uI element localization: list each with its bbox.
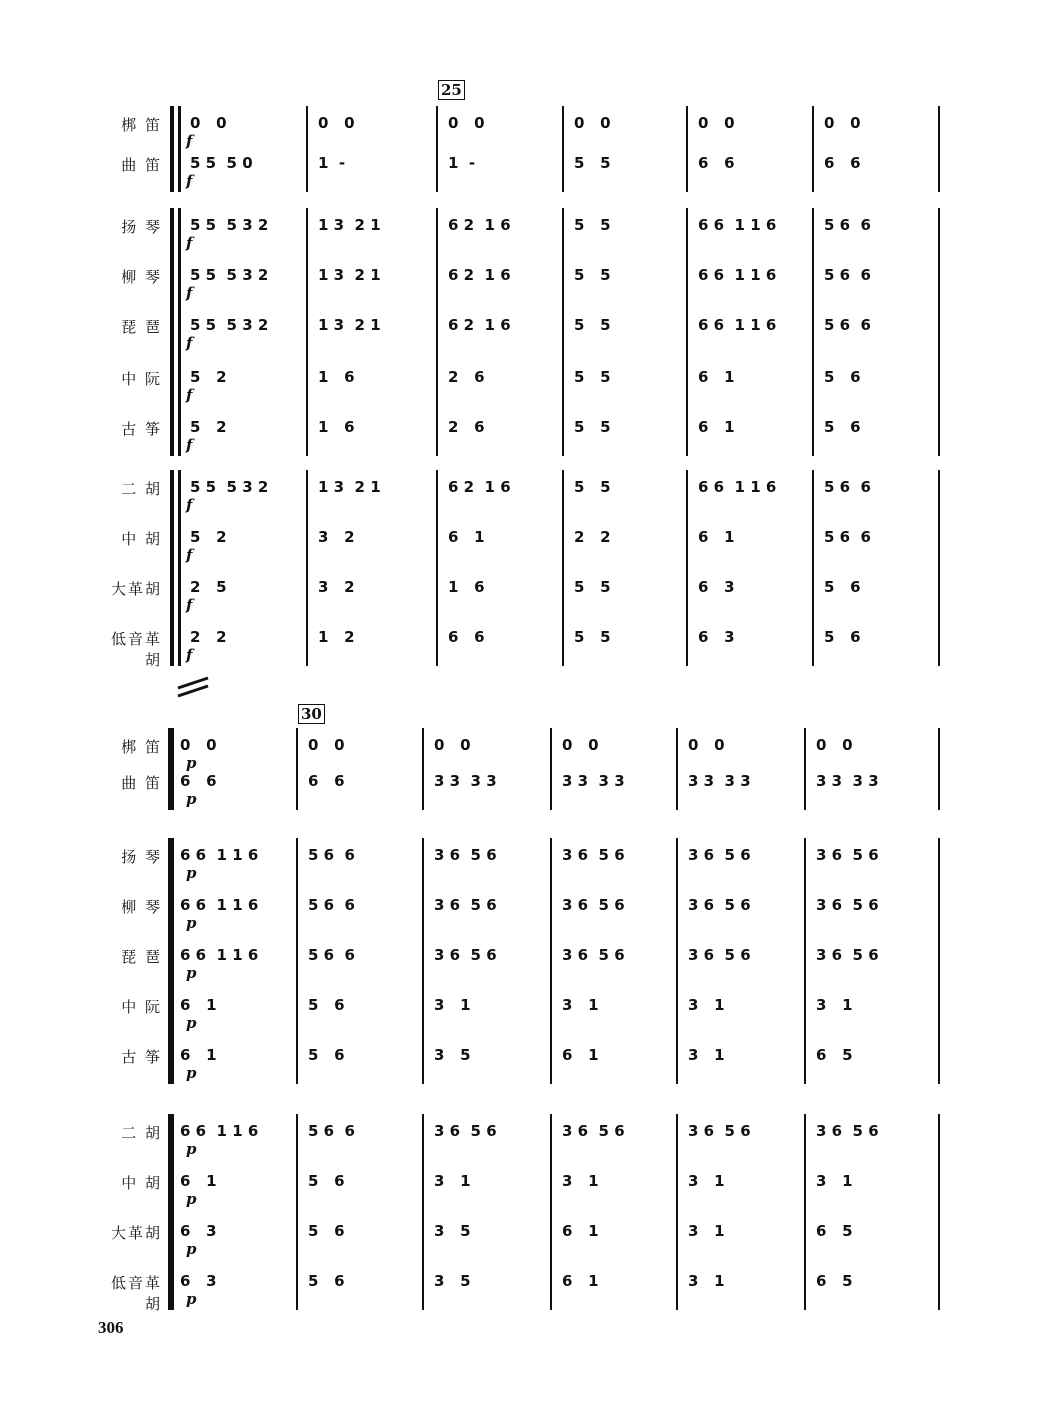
barline [562,106,564,192]
measure-notes: 5 6 [308,1222,345,1240]
measure-notes: 0 0 [434,736,471,754]
measure-notes: 6 6 1 1 6 [180,946,259,964]
measure-notes: 3 2 [318,578,355,596]
barline [306,208,308,456]
instrument-name: 中 胡 [121,1174,162,1192]
dynamic-marking: p [186,790,197,808]
instrument-name: 中 胡 [121,530,162,548]
dynamic-marking: f [186,386,193,404]
measure-notes: 6 1 [562,1046,599,1064]
dynamic-marking: p [186,1014,197,1032]
measure-notes: 1 3 2 1 [318,216,381,234]
barline [436,470,438,666]
barline [804,838,806,1084]
instrument-name: 大革胡 [110,1224,162,1242]
instrument-name: 柳 琴 [121,898,162,916]
barline [436,208,438,456]
barline [550,728,552,810]
measure-notes: 6 1 [562,1272,599,1290]
measure-notes: 3 5 [434,1222,471,1240]
barline [804,728,806,810]
measure-notes: 5 6 6 [824,316,871,334]
barline [178,208,181,456]
barline [812,106,814,192]
barline [422,838,424,1084]
measure-notes: 6 6 1 1 6 [180,846,259,864]
instrument-name: 琵 琶 [121,318,162,336]
measure-notes: 3 6 5 6 [434,896,497,914]
instrument-name: 古 筝 [121,420,162,438]
barline [938,470,940,666]
instrument-name: 曲 笛 [121,156,162,174]
measure-notes: 5 5 5 3 2 [190,216,269,234]
instrument-name: 大革胡 [110,580,162,598]
measure-notes: 3 1 [688,1222,725,1240]
rehearsal-mark-30: 30 [298,704,325,724]
rehearsal-mark-25: 25 [438,80,465,100]
barline [178,470,181,666]
instrument-name: 二 胡 [121,480,162,498]
barline [804,1114,806,1310]
measure-notes: 6 1 [180,1046,217,1064]
barline [938,838,940,1084]
group-bracket [170,728,174,810]
measure-notes: 3 1 [688,996,725,1014]
barline [676,728,678,810]
dynamic-marking: f [186,284,193,302]
measure-notes: 5 5 [574,216,611,234]
measure-notes: 6 6 [698,154,735,172]
measure-notes: 6 2 1 6 [448,266,511,284]
barline [938,106,940,192]
measure-notes: 6 6 1 1 6 [698,316,777,334]
barline [296,728,298,810]
measure-notes: 5 2 [190,418,227,436]
dynamic-marking: f [186,496,193,514]
measure-notes: 6 6 [180,772,217,790]
measure-notes: 5 5 [574,418,611,436]
dynamic-marking: p [186,1240,197,1258]
measure-notes: 0 0 [816,736,853,754]
measure-notes: 5 6 [824,368,861,386]
measure-notes: 3 1 [562,996,599,1014]
measure-notes: 6 6 1 1 6 [180,1122,259,1140]
measure-notes: 3 6 5 6 [562,846,625,864]
measure-notes: 5 5 5 0 [190,154,253,172]
dynamic-marking: f [186,646,193,664]
measure-notes: 5 6 [824,628,861,646]
measure-notes: 5 6 [308,1046,345,1064]
barline [562,208,564,456]
dynamic-marking: f [186,436,193,454]
measure-notes: 5 6 6 [308,896,355,914]
measure-notes: 0 0 [688,736,725,754]
measure-notes: 3 3 3 3 [816,772,879,790]
measure-notes: 5 6 [308,1272,345,1290]
barline [686,470,688,666]
barline [422,1114,424,1310]
measure-notes: 0 0 [318,114,355,132]
measure-notes: 1 3 2 1 [318,316,381,334]
measure-notes: 6 1 [698,418,735,436]
measure-notes: 1 2 [318,628,355,646]
measure-notes: 2 2 [190,628,227,646]
measure-notes: 1 - [318,154,346,172]
measure-notes: 6 2 1 6 [448,316,511,334]
barline [296,1114,298,1310]
instrument-name: 古 筝 [121,1048,162,1066]
measure-notes: 3 1 [816,1172,853,1190]
measure-notes: 1 3 2 1 [318,266,381,284]
measure-notes: 6 1 [448,528,485,546]
measure-notes: 0 0 [448,114,485,132]
measure-notes: 0 0 [698,114,735,132]
barline [938,208,940,456]
measure-notes: 3 6 5 6 [562,1122,625,1140]
measure-notes: 1 6 [318,418,355,436]
measure-notes: 0 0 [824,114,861,132]
measure-notes: 3 6 5 6 [816,946,879,964]
measure-notes: 3 6 5 6 [434,1122,497,1140]
dynamic-marking: f [186,132,193,150]
measure-notes: 3 1 [434,1172,471,1190]
measure-notes: 5 6 [308,996,345,1014]
measure-notes: 6 5 [816,1222,853,1240]
measure-notes: 6 5 [816,1272,853,1290]
measure-notes: 3 6 5 6 [816,1122,879,1140]
dynamic-marking: p [186,1190,197,1208]
barline [550,838,552,1084]
measure-notes: 3 6 5 6 [688,846,751,864]
measure-notes: 0 0 [190,114,227,132]
measure-notes: 5 6 [824,578,861,596]
measure-notes: 1 6 [448,578,485,596]
measure-notes: 6 1 [698,528,735,546]
measure-notes: 1 6 [318,368,355,386]
measure-notes: 5 6 6 [824,266,871,284]
barline [812,470,814,666]
dynamic-marking: f [186,172,193,190]
instrument-name: 梆 笛 [121,738,162,756]
dynamic-marking: f [186,546,193,564]
measure-notes: 5 6 [824,418,861,436]
measure-notes: 5 5 [574,478,611,496]
instrument-name: 梆 笛 [121,116,162,134]
measure-notes: 6 3 [180,1272,217,1290]
instrument-name: 柳 琴 [121,268,162,286]
dynamic-marking: f [186,334,193,352]
barline [436,106,438,192]
measure-notes: 6 2 1 6 [448,478,511,496]
measure-notes: 6 6 1 1 6 [698,216,777,234]
measure-notes: 2 2 [574,528,611,546]
instrument-name: 扬 琴 [121,848,162,866]
dynamic-marking: p [186,964,197,982]
barline [938,1114,940,1310]
barline [676,838,678,1084]
measure-notes: 3 1 [688,1172,725,1190]
measure-notes: 3 6 5 6 [688,1122,751,1140]
measure-notes: 5 6 6 [824,528,871,546]
barline [812,208,814,456]
measure-notes: 3 2 [318,528,355,546]
measure-notes: 2 5 [190,578,227,596]
measure-notes: 6 2 1 6 [448,216,511,234]
measure-notes: 6 6 1 1 6 [698,266,777,284]
measure-notes: 3 6 5 6 [434,946,497,964]
barline [296,838,298,1084]
measure-notes: 3 1 [816,996,853,1014]
page-number: 306 [98,1318,124,1337]
measure-notes: 3 3 3 3 [434,772,497,790]
measure-notes: 5 6 [308,1172,345,1190]
measure-notes: 3 6 5 6 [688,946,751,964]
measure-notes: 6 5 [816,1046,853,1064]
measure-notes: 6 6 1 1 6 [698,478,777,496]
measure-notes: 3 3 3 3 [688,772,751,790]
instrument-name: 低音革胡 [110,630,162,669]
measure-notes: 6 3 [698,628,735,646]
measure-notes: 3 6 5 6 [434,846,497,864]
barline [306,106,308,192]
measure-notes: 3 6 5 6 [816,896,879,914]
measure-notes: 3 5 [434,1046,471,1064]
measure-notes: 0 0 [308,736,345,754]
measure-notes: 2 6 [448,418,485,436]
instrument-name: 中 阮 [121,998,162,1016]
measure-notes: 5 5 5 3 2 [190,266,269,284]
dynamic-marking: f [186,596,193,614]
measure-notes: 6 1 [698,368,735,386]
barline [178,106,181,192]
group-bracket [170,208,174,456]
measure-notes: 5 5 [574,578,611,596]
instrument-name: 二 胡 [121,1124,162,1142]
measure-notes: 5 6 6 [308,1122,355,1140]
measure-notes: 5 5 [574,316,611,334]
measure-notes: 5 6 6 [824,216,871,234]
measure-notes: 3 6 5 6 [816,846,879,864]
measure-notes: 6 3 [698,578,735,596]
group-bracket [170,470,174,666]
measure-notes: 5 6 6 [824,478,871,496]
instrument-name: 曲 笛 [121,774,162,792]
barline [562,470,564,666]
measure-notes: 5 5 [574,154,611,172]
dynamic-marking: p [186,754,197,772]
dynamic-marking: p [186,1064,197,1082]
measure-notes: 3 1 [434,996,471,1014]
measure-notes: 5 2 [190,528,227,546]
system-divider [176,676,210,698]
measure-notes: 5 2 [190,368,227,386]
measure-notes: 3 6 5 6 [562,946,625,964]
measure-notes: 3 5 [434,1272,471,1290]
measure-notes: 3 1 [688,1272,725,1290]
measure-notes: 5 6 6 [308,946,355,964]
dynamic-marking: p [186,864,197,882]
measure-notes: 3 1 [688,1046,725,1064]
barline [676,1114,678,1310]
dynamic-marking: p [186,1140,197,1158]
group-bracket [170,1114,174,1310]
group-bracket [170,838,174,1084]
measure-notes: 2 6 [448,368,485,386]
barline [306,470,308,666]
measure-notes: 6 1 [180,996,217,1014]
measure-notes: 6 6 [308,772,345,790]
barline [422,728,424,810]
instrument-name: 扬 琴 [121,218,162,236]
measure-notes: 3 3 3 3 [562,772,625,790]
measure-notes: 6 1 [562,1222,599,1240]
measure-notes: 3 6 5 6 [688,896,751,914]
group-bracket [170,106,174,192]
instrument-name: 琵 琶 [121,948,162,966]
measure-notes: 0 0 [180,736,217,754]
measure-notes: 5 6 6 [308,846,355,864]
dynamic-marking: p [186,1290,197,1308]
measure-notes: 5 5 [574,368,611,386]
instrument-name: 中 阮 [121,370,162,388]
measure-notes: 5 5 5 3 2 [190,316,269,334]
measure-notes: 0 0 [574,114,611,132]
barline [686,208,688,456]
barline [686,106,688,192]
measure-notes: 0 0 [562,736,599,754]
measure-notes: 6 1 [180,1172,217,1190]
measure-notes: 5 5 5 3 2 [190,478,269,496]
barline [550,1114,552,1310]
measure-notes: 3 6 5 6 [562,896,625,914]
dynamic-marking: f [186,234,193,252]
barline [938,728,940,810]
measure-notes: 1 3 2 1 [318,478,381,496]
measure-notes: 6 6 [824,154,861,172]
measure-notes: 1 - [448,154,476,172]
measure-notes: 5 5 [574,628,611,646]
dynamic-marking: p [186,914,197,932]
measure-notes: 6 6 1 1 6 [180,896,259,914]
measure-notes: 3 1 [562,1172,599,1190]
measure-notes: 5 5 [574,266,611,284]
measure-notes: 6 6 [448,628,485,646]
measure-notes: 6 3 [180,1222,217,1240]
instrument-name: 低音革胡 [110,1274,162,1313]
